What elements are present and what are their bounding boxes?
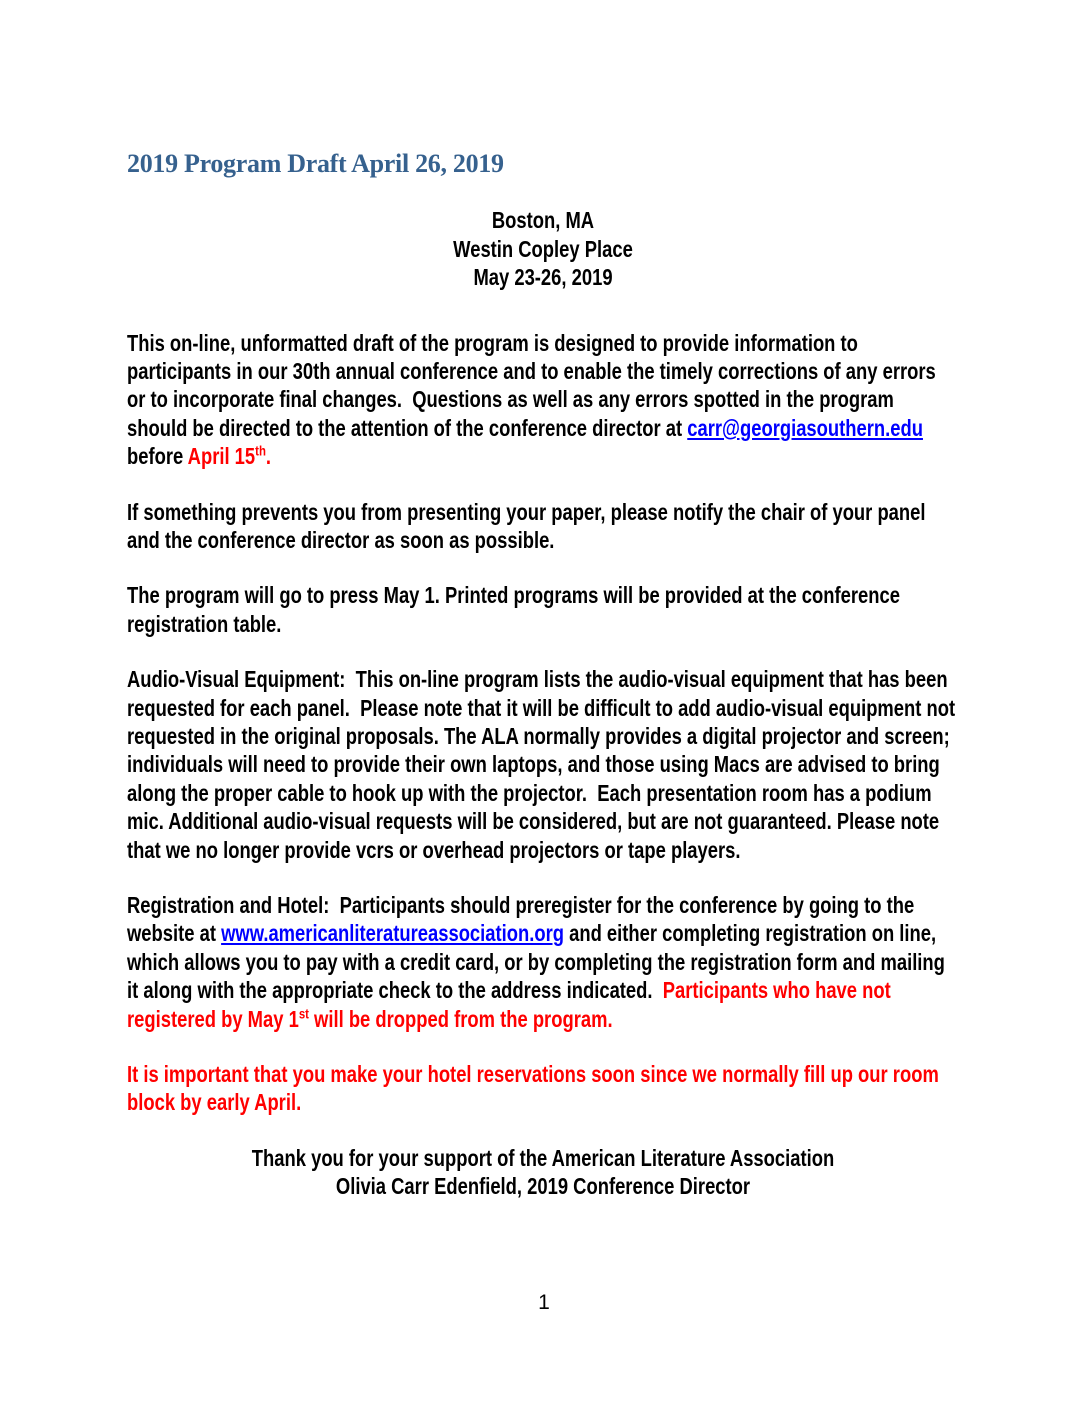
paragraph-registration [127, 891, 959, 1033]
venue-block [127, 206, 959, 292]
paragraph-intro [127, 329, 959, 471]
venue-hotel: Westin Copley Place [453, 235, 633, 262]
text-run: and either completing registration on line, which allows you to pay with a credit card, or by completing the registration form and mailing it along with the appropriate check to the address indicated. [127, 920, 951, 1004]
venue-city: Boston, MA [491, 207, 595, 233]
deadline-period: . [265, 443, 272, 470]
text-run: This on-line, unformatted draft of the program is designed to provide information to participants in our 30th annual conference and to enable the timely corrections of any errors or to incorporate final changes. Questions as well as any errors spotted in the program should be directed to the attention of the conference director at [127, 329, 941, 441]
paragraph-hotel-warning [127, 1060, 959, 1117]
website-link[interactable]: www.americanliteratureassociation.org [221, 920, 564, 947]
paragraph-notify [127, 498, 959, 555]
text-run: If something prevents you from presenting your paper, please notify the chair of your panel and the conference director as soon as possible. [127, 498, 931, 553]
ordinal-suffix: th [255, 443, 266, 460]
email-link[interactable]: carr@georgiasouthern.edu [687, 414, 923, 441]
closing-thanks: Thank you for your support of the American Literature Association [251, 1144, 835, 1171]
document-body [127, 206, 959, 1201]
paragraph-press [127, 581, 959, 638]
page-number: 1 [538, 1291, 550, 1314]
registration-warning-text: will be dropped from the program. [308, 1005, 613, 1032]
deadline-text: April 15 [187, 443, 256, 470]
hotel-warning-text: It is important that you make your hotel reservations soon since we normally fill up our room block by early April. [127, 1061, 944, 1116]
text-run: before [127, 414, 929, 470]
venue-dates: May 23-26, 2019 [473, 264, 613, 290]
registration-warning-text: Participants who have not registered by May 1 [127, 977, 896, 1032]
paragraph-audio-visual [127, 665, 959, 864]
ordinal-suffix: st [298, 1005, 309, 1022]
document-title: 2019 Program Draft April 26, 2019 [127, 149, 504, 178]
closing-block [127, 1144, 959, 1201]
text-run: Audio-Visual Equipment: This on-line program lists the audio-visual equipment that has been requested for each panel. Please note that it will be difficult to add audio-visual equipment not requested in the original proposals. The ALA normally provides a digital projector and screen; individuals will need to provide their own laptops, and those using Macs are advised to bring along the proper cable to hook up with the projector. Each presentation room has a podium mic. Additional audio-visual requests will be considered, but are not guaranteed. Please note that we no longer provide vcrs or overhead projectors or tape players. [127, 666, 961, 863]
text-run: Registration and Hotel: Participants should preregister for the conference by going to the website at [127, 892, 920, 947]
closing-director: Olivia Carr Edenfield, 2019 Conference Director [335, 1173, 751, 1200]
text-run: The program will go to press May 1. Printed programs will be provided at the conference registration table. [127, 582, 906, 637]
